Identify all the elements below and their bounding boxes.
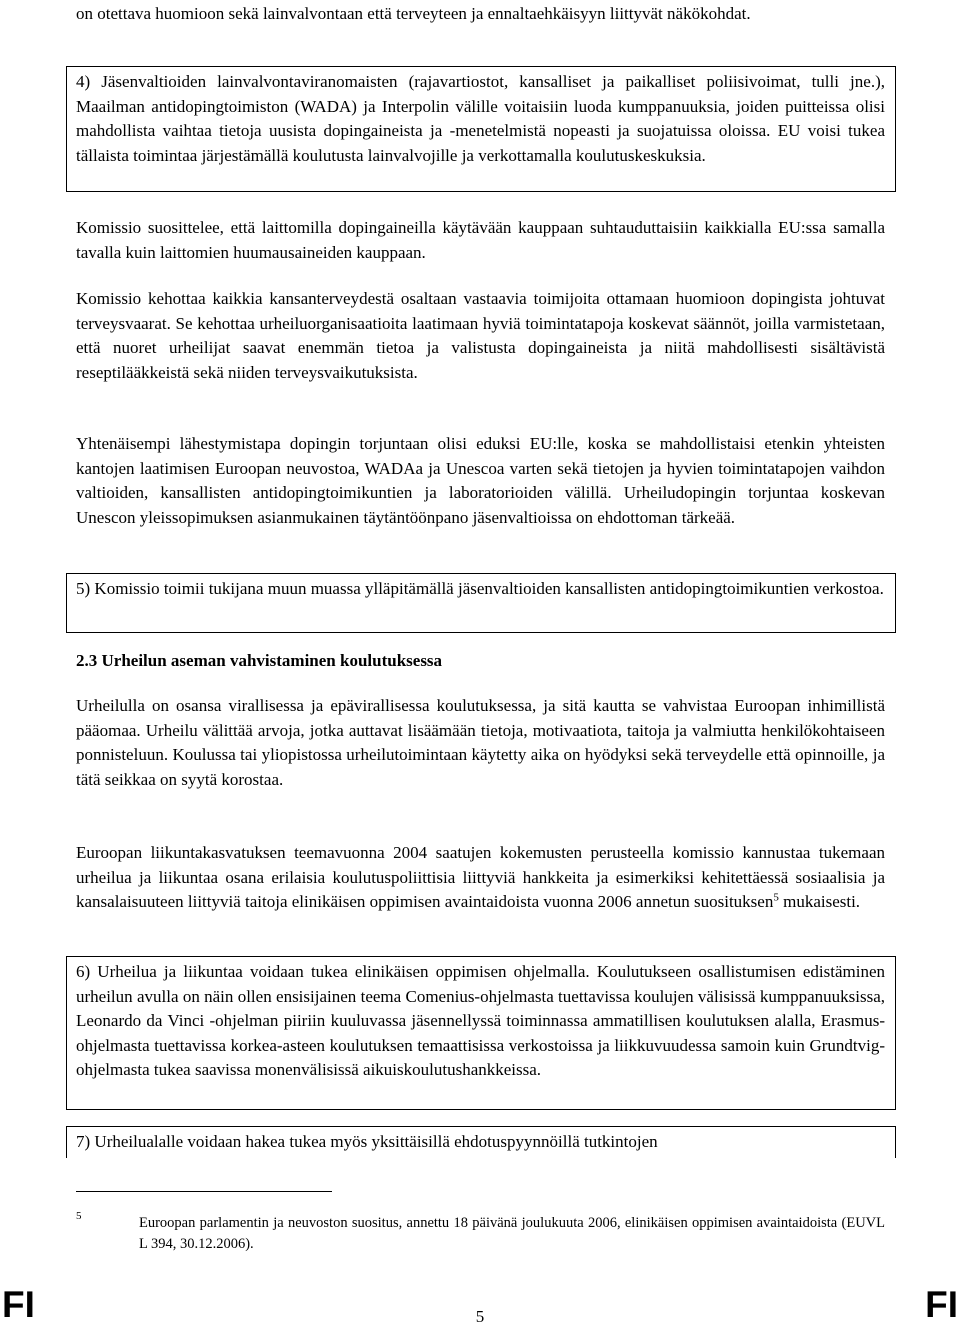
paragraph-continuation: on otettava huomioon sekä lainvalvontaan että terveyteen ja ennaltaehkäisyyn liittyvät näkökohdat. xyxy=(76,4,751,23)
footnote-number: 5 xyxy=(76,1210,82,1222)
paragraph-sport-education: Urheilulla on osansa virallisessa ja epävirallisessa koulutuksessa, ja sitä kautta se vahvistaa Euroopan inhimillistä pääomaa. Urheilu välittää arvoja, jotka auttavat lisäämään tietoja, motivaatiota, taitoja ja valmiutta henkilökohtaiseen ponnisteluun. Koulussa tai yliopistossa urheilutoimintaan käytetty aika on hyödyksi sekä terveydelle että opinnoille, ja tätä seikkaa on syytä korostaa. xyxy=(76,696,885,789)
recommendation-6-text: 6) Urheilua ja liikuntaa voidaan tukea elinikäisen oppimisen ohjelmalla. Koulutukseen osallistumisen edistäminen urheilun avulla on näin ollen ensisijainen teema Comenius-ohjelmasta tuettavissa koulujen välisissä kumppanuuksissa, Leonardo da Vinci -ohjelman piiriin kuuluvassa jäsennellyssä toiminnassa ammatillisen koulutuksen alalla, Erasmus-ohjelmasta tuettavissa korkea-asteen koulutuksen temaattisissa verkostoissa ja liikkuvuudessa samoin kuin Grundtvig-ohjelmasta tukea saavissa monenvälisissä aikuiskoulutushankkeissa. xyxy=(76,962,885,1080)
footer-language-left: FI xyxy=(2,1284,35,1325)
paragraph-teemavuosi xyxy=(76,841,885,915)
recommendation-4-text: 4) Jäsenvaltioiden lainvalvontaviranomaisten (rajavartiostot, kansalliset ja paikalliset poliisivoimat, tulli jne.), Maailman antidopingtoimiston (WADA) ja Interpolin välille voitaisiin luoda kumppanuuksia, joiden puitteissa olisi mahdollista vaihtaa tietoja uusista dopingaineista ja -menetelmistä nopeasti ja suojatuissa oloissa. EU voisi tukea tällaista toimintaa järjestämällä koulutusta lainvalvojille ja verkottamalla koulutuskeskuksia. xyxy=(76,72,885,165)
paragraph-teemavuosi-text: Euroopan liikuntakasvatuksen teemavuonna 2004 saatujen kokemusten perusteella komissio kannustaa tukemaan urheilua ja liikuntaa osana erilaisia koulutuspoliittisia liittyviä hankkeita ja esimerkiksi kehitettäessä sosiaalisia ja kansalaisuuteen liittyviä taitoja elinikäisen oppimisen avaintaidoista vuonna 2006 annetun suosituksen xyxy=(76,843,885,912)
section-heading: 2.3 Urheilun aseman vahvistaminen koulutuksessa xyxy=(76,651,443,670)
footnote-reference: 5 xyxy=(773,891,779,904)
page-number: 5 xyxy=(475,1307,485,1326)
footnote-separator xyxy=(76,1191,332,1192)
paragraph-coherent-approach: Yhtenäisempi lähestymistapa dopingin torjuntaan olisi eduksi EU:lle, koska se mahdollistaisi etenkin yhteisten kantojen laatimisen Euroopan neuvostoa, WADAa ja Unescoa varten sekä tietojen ja hyvien toimintatapojen vaihdon valtioiden, kansallisten antidopingtoimikuntien ja laboratorioiden välillä. Urheiludopingin torjuntaa koskevan Unescon yleissopimuksen asianmukainen täytäntöönpano jäsenvaltioissa on ehdottoman tärkeää. xyxy=(76,434,885,527)
paragraph-health-risks: Komissio kehottaa kaikkia kansanterveydestä osaltaan vastaavia toimijoita ottamaan huomioon dopingista johtuvat terveysvaarat. Se kehottaa urheiluorganisaatioita laatimaan hyviä toimintatapoja koskevat säännöt, joilla varmistetaan, että nuoret urheilijat saavat enemmän tietoa ja valistusta dopingaineista ja niitä mahdollisesti sisältävistä reseptilääkkeistä sekä niiden terveysvaikutuksista. xyxy=(76,289,885,382)
recommendation-7-text: 7) Urheilualalle voidaan hakea tukea myös yksittäisillä ehdotuspyynnöillä tutkintojen xyxy=(76,1132,658,1151)
paragraph-illegal-trade: Komissio suosittelee, että laittomilla dopingaineilla käytävään kauppaan suhtauduttaisiin kaikkialla EU:ssa samalla tavalla kuin laittomien huumausaineiden kauppaan. xyxy=(76,218,885,262)
footnote-text: Euroopan parlamentin ja neuvoston suositus, annettu 18 päivänä joulukuuta 2006, elinikäisen oppimisen avaintaidoista (EUVL L 394, 30.12.2006). xyxy=(139,1215,885,1252)
footer-language-right: FI xyxy=(925,1284,958,1325)
paragraph-teemavuosi-end: mukaisesti. xyxy=(778,892,861,912)
recommendation-5-text: 5) Komissio toimii tukijana muun muassa ylläpitämällä jäsenvaltioiden kansallisten antidopingtoimikuntien verkostoa. xyxy=(76,579,884,598)
